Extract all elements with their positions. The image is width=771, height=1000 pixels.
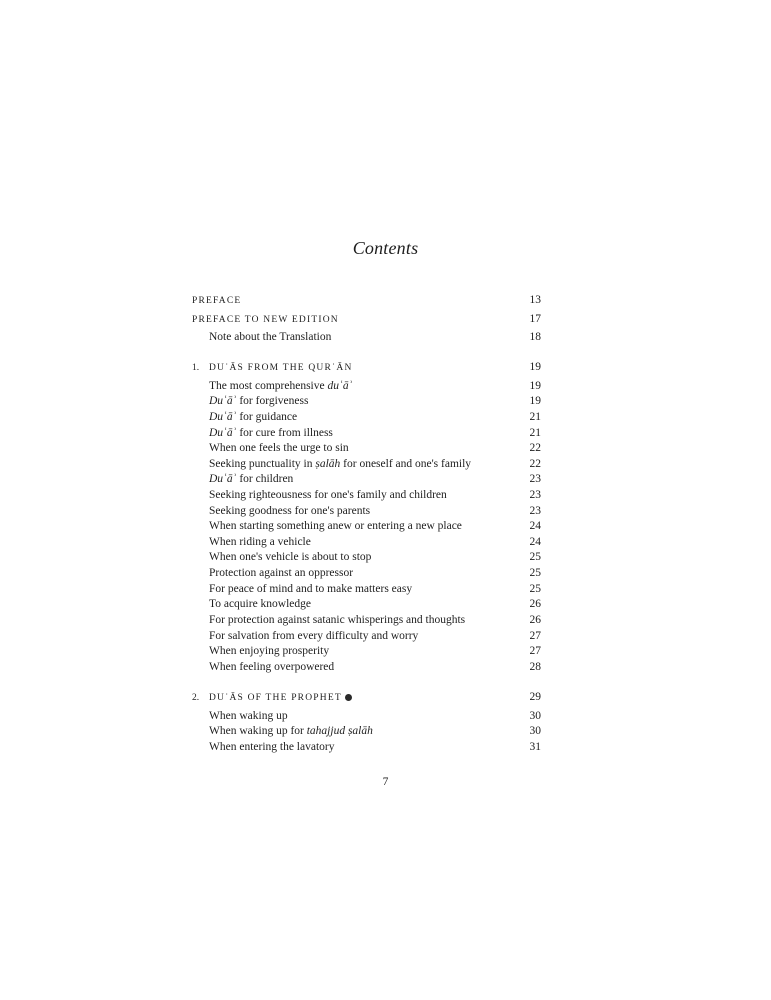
toc-label-text: For salvation from every difficulty and worry bbox=[209, 630, 419, 642]
toc-section-row bbox=[192, 294, 541, 309]
toc-label-text: PREFACE bbox=[192, 296, 242, 306]
toc-entry-row bbox=[192, 614, 541, 629]
toc-entry-row bbox=[192, 489, 541, 504]
toc-page-number: 13 bbox=[529, 294, 541, 306]
toc-entry-row bbox=[192, 473, 541, 488]
toc-page-number: 22 bbox=[529, 458, 541, 470]
toc-entry-row bbox=[192, 598, 541, 613]
toc-page-number: 26 bbox=[529, 614, 541, 626]
toc-page-number: 29 bbox=[529, 691, 541, 703]
toc-page-number: 25 bbox=[529, 551, 541, 563]
toc-page-number: 19 bbox=[529, 395, 541, 407]
toc-entry-row bbox=[192, 331, 541, 346]
toc-entry-label bbox=[192, 427, 333, 439]
toc-label-text: When one feels the urge to sin bbox=[209, 442, 349, 454]
toc-label-text: Seeking righteousness for one's family and children bbox=[209, 489, 447, 501]
toc-page-number: 23 bbox=[529, 489, 541, 501]
toc-entry-row bbox=[192, 645, 541, 660]
toc-entry-label bbox=[192, 741, 335, 753]
toc-label-text: Duʿāʾ for children bbox=[209, 473, 294, 485]
toc-entry-label bbox=[192, 630, 418, 642]
toc-entry-row bbox=[192, 380, 541, 395]
toc-page-number: 18 bbox=[529, 331, 541, 343]
toc-label-text: Note about the Translation bbox=[209, 331, 332, 343]
toc-entry-row bbox=[192, 583, 541, 598]
toc-entry-row bbox=[192, 661, 541, 676]
toc-page-number: 24 bbox=[529, 536, 541, 548]
toc-label-text: When waking up for tahajjud ṣalāh bbox=[209, 725, 373, 737]
toc-entry-label bbox=[192, 380, 352, 392]
toc-entry-label bbox=[192, 489, 447, 501]
toc-entry-label bbox=[192, 505, 370, 517]
toc-page-number: 27 bbox=[529, 645, 541, 657]
toc-page-number: 22 bbox=[529, 442, 541, 454]
toc-entry-row bbox=[192, 536, 541, 551]
toc-label-text: When starting something anew or entering a new place bbox=[209, 520, 462, 532]
toc-section-row bbox=[192, 691, 541, 706]
toc-entry-row bbox=[192, 520, 541, 535]
toc-entry-row bbox=[192, 505, 541, 520]
toc-label-text: Duʿāʾ for guidance bbox=[209, 411, 298, 423]
toc-label-text: Seeking punctuality in ṣalāh for oneself and one's family bbox=[209, 458, 472, 470]
toc-label-text: The most comprehensive duʿāʾ bbox=[209, 380, 353, 392]
toc-section-row bbox=[192, 361, 541, 376]
toc-label-text: Duʿāʾ for forgiveness bbox=[209, 395, 309, 407]
toc-entry-row bbox=[192, 567, 541, 582]
toc-entry-row bbox=[192, 427, 541, 442]
toc-page-number: 27 bbox=[529, 630, 541, 642]
toc-label-text: DUʿĀS FROM THE QURʾĀN bbox=[209, 363, 353, 373]
toc-section-row bbox=[192, 313, 541, 328]
toc-label-text: For protection against satanic whisperings and thoughts bbox=[209, 614, 466, 626]
toc-label-text: When one's vehicle is about to stop bbox=[209, 551, 372, 563]
toc-section-label bbox=[192, 693, 352, 703]
toc-page-number: 26 bbox=[529, 598, 541, 610]
honorific-icon bbox=[345, 694, 352, 701]
toc-entry-label bbox=[192, 395, 308, 407]
toc-label-text: Duʿāʾ for cure from illness bbox=[209, 427, 333, 439]
toc-section-label bbox=[192, 315, 339, 325]
toc-page-number: 19 bbox=[529, 380, 541, 392]
page-number: 7 bbox=[382, 776, 389, 788]
toc-entry-label bbox=[192, 614, 465, 626]
toc-label-text: For peace of mind and to make matters easy bbox=[209, 583, 413, 595]
toc-entry-label bbox=[192, 458, 471, 470]
toc-page-number: 25 bbox=[529, 583, 541, 595]
toc-page-number: 21 bbox=[529, 427, 541, 439]
toc-label-text: PREFACE TO NEW EDITION bbox=[192, 315, 339, 325]
toc-page-number: 23 bbox=[529, 505, 541, 517]
toc-entry-row bbox=[192, 395, 541, 410]
toc-page-number: 30 bbox=[529, 725, 541, 737]
toc-entry-row bbox=[192, 630, 541, 645]
toc-page-number: 24 bbox=[529, 520, 541, 532]
toc-section-number: 1. bbox=[192, 363, 200, 373]
page-title: Contents bbox=[352, 238, 419, 258]
toc-section-number: 2. bbox=[192, 693, 200, 703]
toc-label-text: DUʿĀS OF THE PROPHET bbox=[209, 693, 342, 703]
toc-entry-row bbox=[192, 551, 541, 566]
toc-page-number: 17 bbox=[529, 313, 541, 325]
toc-page-number: 30 bbox=[529, 710, 541, 722]
toc-section-label bbox=[192, 363, 353, 373]
toc-entry-row bbox=[192, 725, 541, 740]
toc-entry-label bbox=[192, 661, 334, 673]
toc-label-text: When waking up bbox=[209, 710, 288, 722]
toc-page-number: 23 bbox=[529, 473, 541, 485]
toc-entry-label bbox=[192, 536, 311, 548]
toc-label-text: Seeking goodness for one's parents bbox=[209, 505, 371, 517]
toc-entry-label bbox=[192, 473, 293, 485]
toc-entry-label bbox=[192, 551, 371, 563]
toc-entry-label bbox=[192, 331, 331, 343]
toc-page-number: 28 bbox=[529, 661, 541, 673]
toc-entry-row bbox=[192, 710, 541, 725]
toc-label-text: To acquire knowledge bbox=[209, 598, 312, 610]
toc-entry-row bbox=[192, 741, 541, 756]
toc-section-label bbox=[192, 296, 241, 306]
toc-entry-label bbox=[192, 442, 349, 454]
toc-label-text: When feeling overpowered bbox=[209, 661, 335, 673]
toc-entry-label bbox=[192, 583, 412, 595]
toc-entry-row bbox=[192, 442, 541, 457]
toc-entry-label bbox=[192, 645, 329, 657]
toc-entry-row bbox=[192, 411, 541, 426]
toc-label-text: When enjoying prosperity bbox=[209, 645, 330, 657]
toc-entry-label bbox=[192, 725, 373, 737]
toc-page-number: 19 bbox=[529, 361, 541, 373]
toc-label-text: When entering the lavatory bbox=[209, 741, 335, 753]
toc-label-text: When riding a vehicle bbox=[209, 536, 311, 548]
toc-entry-label bbox=[192, 710, 288, 722]
toc-entry-label bbox=[192, 520, 462, 532]
toc-entry-label bbox=[192, 411, 297, 423]
toc-entry-label bbox=[192, 567, 353, 579]
toc-entry-row bbox=[192, 458, 541, 473]
toc-entry-label bbox=[192, 598, 311, 610]
toc-page-number: 25 bbox=[529, 567, 541, 579]
toc-page-number: 31 bbox=[529, 741, 541, 753]
toc-label-text: Protection against an oppressor bbox=[209, 567, 354, 579]
toc-page-number: 21 bbox=[529, 411, 541, 423]
